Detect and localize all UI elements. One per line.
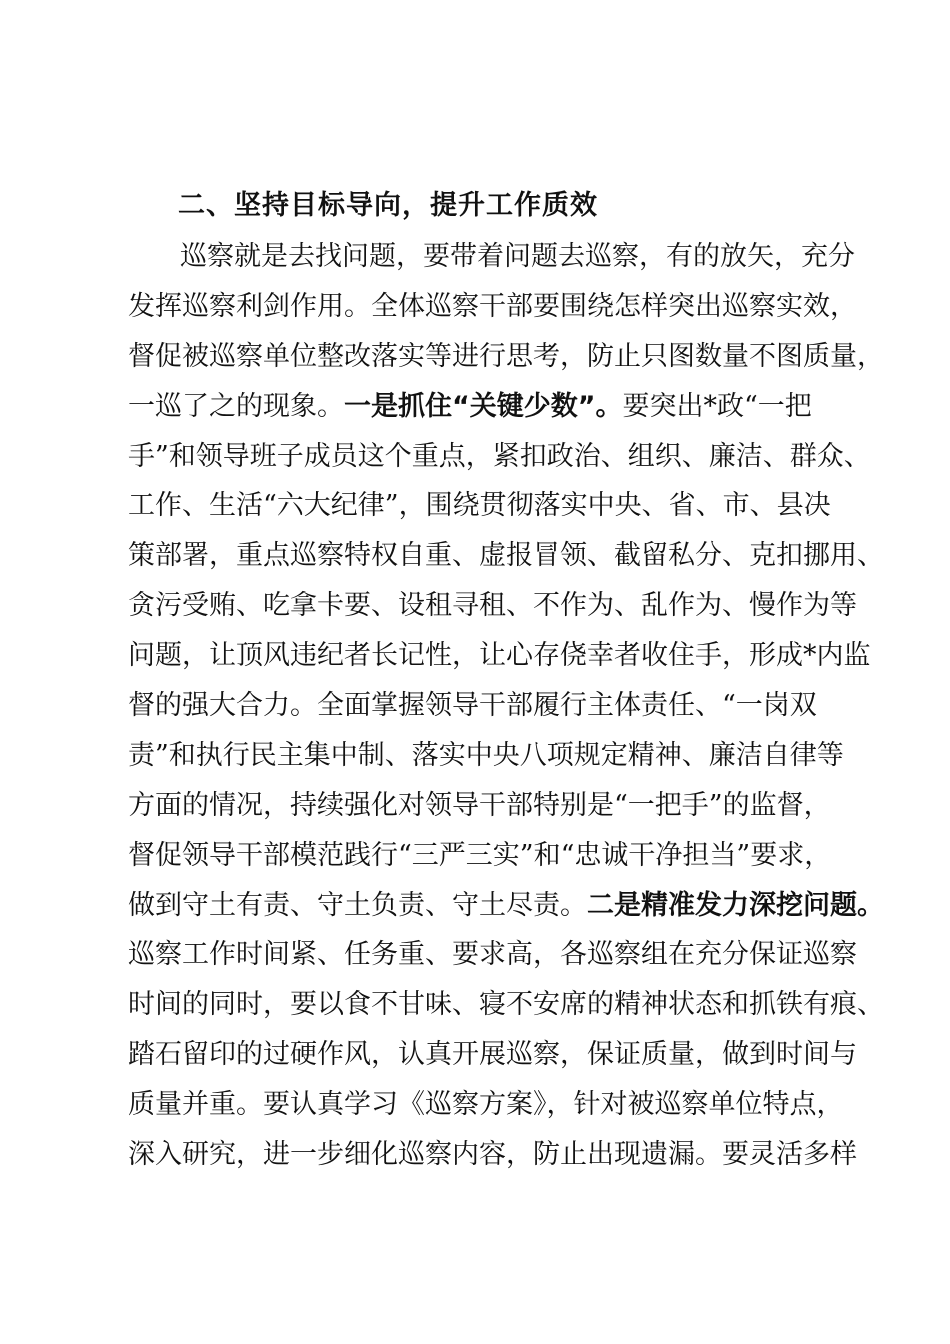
paragraph-line bbox=[128, 232, 855, 282]
text-run: 要突出*政“一把 bbox=[622, 390, 812, 422]
bold-lead-phrase: 二是精准发力深挖问题。 bbox=[587, 889, 884, 921]
text-run: 巡察工作时间紧、任务重、要求高，各巡察组在充分保证巡察 bbox=[128, 939, 857, 971]
text-run: 督促领导干部模范践行“三严三实”和“忠诚干净担当”要求， bbox=[128, 839, 832, 871]
text-run: 发挥巡察利剑作用。全体巡察干部要围绕怎样突出巡察实效， bbox=[128, 290, 857, 322]
text-run: 深入研究，进一步细化巡察内容，防止出现遗漏。要灵活多样 bbox=[128, 1139, 857, 1171]
paragraph-line bbox=[128, 781, 848, 831]
paragraph-line bbox=[128, 681, 848, 731]
text-run: 手”和领导班子成员这个重点，紧扣政治、组织、廉洁、群众、 bbox=[128, 440, 871, 472]
paragraph-line bbox=[128, 531, 884, 581]
text-run: 时间的同时，要以食不甘味、寝不安席的精神状态和抓铁有痕、 bbox=[128, 989, 884, 1021]
paragraph-line bbox=[128, 831, 848, 881]
paragraph-line bbox=[128, 930, 857, 980]
text-run: 工作、生活“六大纪律”，围绕贯彻落实中央、省、市、县决 bbox=[128, 490, 831, 522]
paragraph bbox=[128, 232, 884, 1180]
paragraph-line bbox=[128, 481, 848, 531]
paragraph-line bbox=[128, 1080, 848, 1130]
text-run: 一巡了之的现象。 bbox=[128, 390, 344, 422]
text-run: 策部署，重点巡察特权自重、虚报冒领、截留私分、克扣挪用、 bbox=[128, 540, 884, 572]
paragraph-line bbox=[128, 631, 871, 681]
paragraph-line bbox=[128, 881, 884, 931]
text-run: 问题，让顶风违纪者长记性，让心存侥幸者收住手，形成*内监 bbox=[128, 640, 871, 672]
bold-lead-phrase: 一是抓住“关键少数”。 bbox=[344, 390, 623, 422]
paragraph-line bbox=[128, 1130, 857, 1180]
paragraph-line bbox=[128, 332, 884, 382]
text-run: 贪污受贿、吃拿卡要、设租寻租、不作为、乱作为、慢作为等 bbox=[128, 590, 857, 622]
paragraph-line bbox=[128, 432, 871, 482]
text-run: 踏石留印的过硬作风，认真开展巡察，保证质量，做到时间与 bbox=[128, 1039, 857, 1071]
paragraph-line bbox=[128, 382, 848, 432]
section-heading: 二、坚持目标导向，提升工作质效 bbox=[178, 190, 598, 221]
text-run: 督促被巡察单位整改落实等进行思考，防止只图数量不图质量， bbox=[128, 340, 884, 372]
text-run: 做到守土有责、守土负责、守土尽责。 bbox=[128, 889, 587, 921]
paragraph-line bbox=[128, 581, 857, 631]
paragraph-line bbox=[128, 731, 848, 781]
text-run: 督的强大合力。全面掌握领导干部履行主体责任、“一岗双 bbox=[128, 690, 817, 722]
paragraph-line bbox=[128, 282, 857, 332]
paragraph-line bbox=[128, 980, 884, 1030]
text-run: 质量并重。要认真学习《巡察方案》，针对被巡察单位特点， bbox=[128, 1089, 844, 1121]
text-run: 巡察就是去找问题，要带着问题去巡察，有的放矢，充分 bbox=[180, 241, 855, 272]
text-run: 责”和执行民主集中制、落实中央八项规定精神、廉洁自律等 bbox=[128, 739, 844, 771]
paragraph-line bbox=[128, 1030, 857, 1080]
text-run: 方面的情况，持续强化对领导干部特别是“一把手”的监督， bbox=[128, 789, 831, 821]
